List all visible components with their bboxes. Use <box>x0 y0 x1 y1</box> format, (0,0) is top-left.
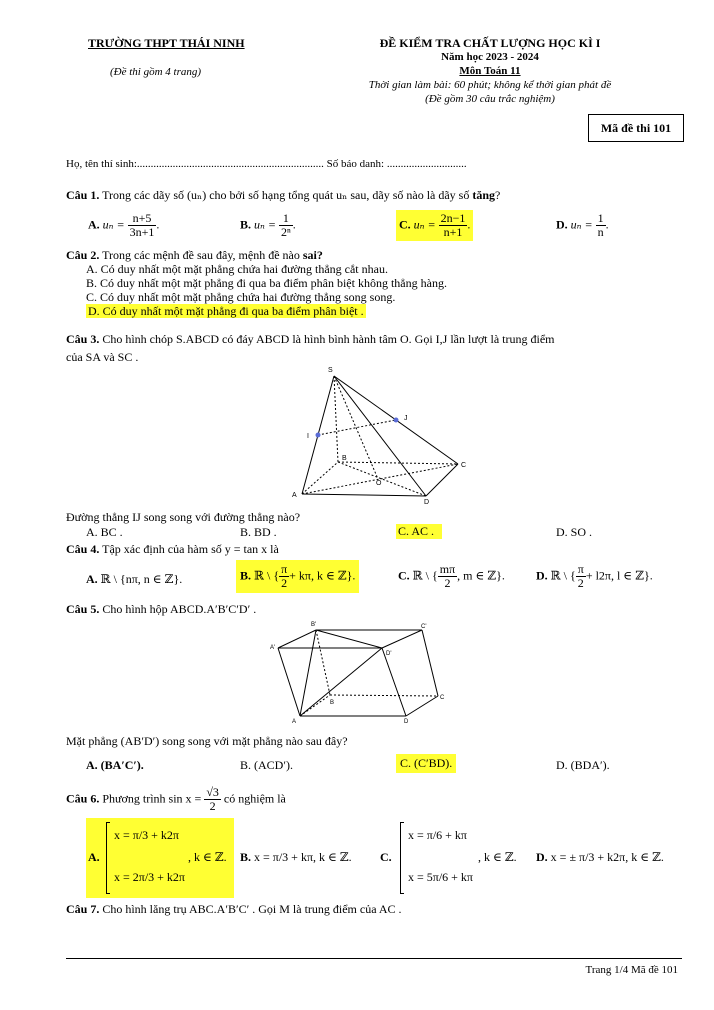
label-D-prime: D' <box>386 651 392 657</box>
q2-option-b[interactable]: B. Có duy nhất một mặt phẳng đi qua ba điểm phân biệt không thẳng hàng. <box>86 276 447 290</box>
label-D: D <box>424 499 430 506</box>
exam-code: Mã đề thi 101 <box>600 121 672 135</box>
school-year: Năm học 2023 - 2024 <box>441 51 539 63</box>
q6-option-c[interactable]: C. x = π/6 + kπ x = 5π/6 + kπ , k ∈ ℤ. <box>380 820 530 896</box>
q3-option-b[interactable]: B. BD . <box>240 525 277 539</box>
page-footer: Trang 1/4 Mã đề 101 <box>585 964 678 976</box>
q5-option-b[interactable]: B. (ACD′). <box>240 758 293 772</box>
q6-option-d[interactable]: D. x = ± π/3 + k2π, k ∈ ℤ. <box>536 850 664 864</box>
q2-option-d-highlighted[interactable]: D. Có duy nhất một mặt phẳng đi qua ba điểm phân biệt . <box>88 304 364 318</box>
q3-text: Câu 3. Cho hình chóp S.ABCD có đáy ABCD là hình bình hành tâm O. Gọi I,J lần lượt là trung điểm <box>66 332 555 346</box>
q4-option-b-highlighted[interactable]: B. ℝ \ { $\frac{\pi}{2}$ + kπ, k ∈ ℤ}. <box>236 560 359 593</box>
q3-option-a[interactable]: A. BC . <box>86 525 123 539</box>
q6-option-b[interactable]: B. x = π/3 + kπ, k ∈ ℤ. <box>240 850 352 864</box>
label-I: I <box>307 433 309 440</box>
q6-text: Câu 6. Phương trình sin x = $\frac{√3}{2}$ có nghiệm là <box>66 785 286 813</box>
label-D: D <box>404 719 409 725</box>
q5-option-a[interactable]: A. (BA′C′). <box>86 758 144 772</box>
label-B-prime: B' <box>311 622 317 628</box>
label-A: A <box>292 492 297 499</box>
point-J <box>394 418 399 423</box>
q4-text: Câu 4. Tập xác định của hàm số y = tan x là <box>66 542 279 556</box>
q4-option-d[interactable]: D. ℝ \ { $\frac{\pi}{2}$ + l2π, l ∈ ℤ}. <box>536 562 653 590</box>
label-C: C <box>461 462 467 469</box>
label-B: B <box>330 700 335 706</box>
label-O: O <box>376 480 382 487</box>
q1-text: Câu 1. Trong các dãy số (uₙ) cho bởi số hạng tổng quát uₙ sau, dãy số nào là dãy số tăng? <box>66 188 501 202</box>
subject: Môn Toán 11 <box>459 65 521 77</box>
label-B: B <box>342 455 347 462</box>
box-figure <box>270 618 460 726</box>
exam-code-box <box>588 114 684 142</box>
label-C: C <box>440 695 445 701</box>
q5-option-c-highlighted[interactable]: C. (C′BD). <box>396 754 456 773</box>
q3-question: Đường thẳng IJ song song với đường thẳng nào? <box>66 510 301 524</box>
pages-note: (Đề thi gồm 4 trang) <box>110 66 202 78</box>
q2-text: Câu 2. Trong các mệnh đề sau đây, mệnh đề nào sai? <box>66 248 323 262</box>
student-info-line: Họ, tên thí sinh:.................................................................... Số báo danh: ............................. <box>66 158 467 170</box>
label-C-prime: C' <box>421 624 427 630</box>
q1-option-b[interactable]: B. uₙ = $\frac{1}{\text{2ⁿ}}$ . <box>240 211 296 239</box>
q3-option-c-highlighted[interactable]: C. AC . <box>396 524 442 539</box>
q4-option-a[interactable]: A. ℝ \ {nπ, n ∈ ℤ}. <box>86 572 183 586</box>
school-name: TRƯỜNG THPT THÁI NINH <box>88 36 245 50</box>
time-limit: Thời gian làm bài: 60 phút; không kể thời gian phát đề <box>368 79 612 91</box>
q2-option-a[interactable]: A. Có duy nhất một mặt phẳng chứa hai đường thẳng cắt nhau. <box>86 262 388 276</box>
q1-option-a[interactable]: A. uₙ = $\frac{n+5}{3n+1}$ . <box>88 211 160 239</box>
label-J: J <box>404 415 408 422</box>
q3-option-d[interactable]: D. SO . <box>556 525 593 539</box>
q7-text: Câu 7. Cho hình lăng trụ ABC.A′B′C′ . Gọi M là trung điểm của AC . <box>66 902 402 916</box>
pyramid-figure <box>290 362 480 507</box>
label-A-prime: A' <box>270 645 276 651</box>
q4-option-c[interactable]: C. ℝ \ { $\frac{m\pi}{2}$ , m ∈ ℤ}. <box>398 562 505 590</box>
q1-option-c-highlighted[interactable]: C. uₙ = $\frac{2n-1}{n+1}$ . <box>396 210 473 241</box>
q5-text: Câu 5. Cho hình hộp ABCD.A′B′C′D′ . <box>66 602 257 616</box>
q3-text-line2: của SA và SC . <box>66 350 139 364</box>
exam-title: ĐỀ KIỂM TRA CHẤT LƯỢNG HỌC KÌ I <box>379 36 601 50</box>
point-I <box>316 433 321 438</box>
question-count: (Đề gồm 30 câu trắc nghiệm) <box>425 93 555 105</box>
label-A: A <box>292 719 297 725</box>
footer-divider <box>66 958 682 959</box>
q6-option-a-highlighted[interactable]: A. x = π/3 + k2π x = 2π/3 + k2π , k ∈ ℤ. <box>86 818 234 898</box>
q1-option-d[interactable]: D. uₙ = $\frac{1}{n}$ . <box>556 211 609 239</box>
q5-option-d[interactable]: D. (BDA′). <box>556 758 610 772</box>
q2-option-c[interactable]: C. Có duy nhất một mặt phẳng chứa hai đường thẳng song song. <box>86 290 396 304</box>
label-S: S <box>328 367 333 374</box>
q5-question: Mặt phẳng (AB′D′) song song với mặt phẳng nào sau đây? <box>66 734 348 748</box>
